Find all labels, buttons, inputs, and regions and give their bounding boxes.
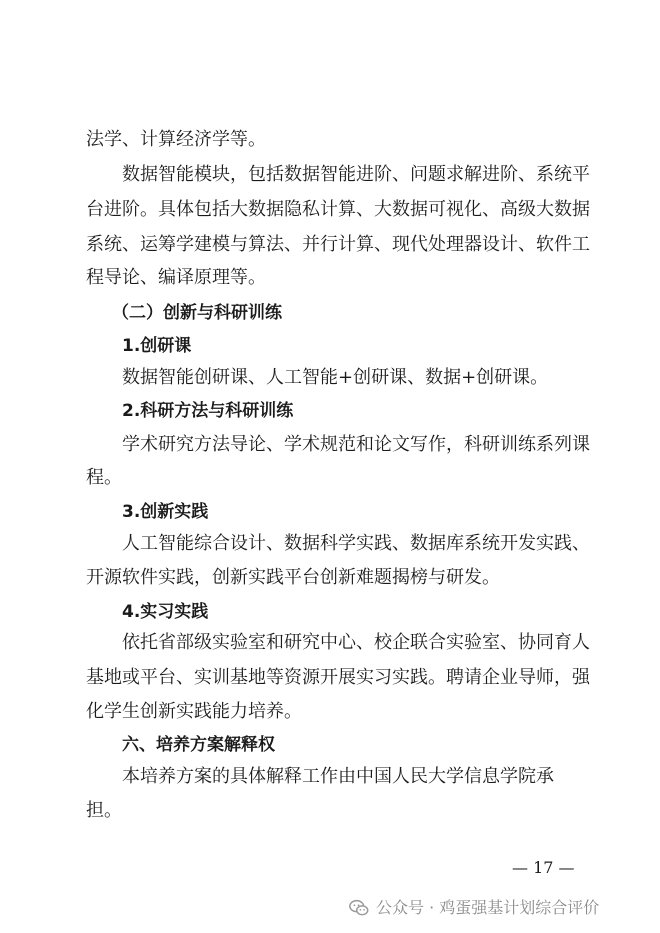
subsection-heading: 2.科研方法与科研训练 bbox=[122, 401, 294, 421]
text-line: 开源软件实践，创新实践平台创新难题揭榜与研发。 bbox=[86, 567, 500, 588]
wechat-icon bbox=[348, 897, 370, 919]
watermark bbox=[348, 896, 599, 920]
text-line: 化学生创新实践能力培养。 bbox=[86, 701, 302, 722]
text-line: 程。 bbox=[86, 467, 122, 488]
page-number: — 17 — bbox=[512, 858, 575, 877]
watermark-text: 公众号 · 鸡蛋强基计划综合评价 bbox=[376, 898, 600, 917]
text-line: 程导论、编译原理等。 bbox=[86, 267, 266, 288]
text-line: 数据智能创研课、人工智能+创研课、数据+创研课。 bbox=[122, 367, 549, 388]
text-line: 担。 bbox=[86, 800, 122, 821]
section-heading: 六、培养方案解释权 bbox=[122, 735, 275, 755]
subsection-heading: 3.创新实践 bbox=[122, 502, 209, 522]
subsection-heading: 1.创研课 bbox=[122, 336, 192, 356]
text-line: 系统、运筹学建模与算法、并行计算、现代处理器设计、软件工 bbox=[86, 234, 590, 255]
text-line: 台进阶。具体包括大数据隐私计算、大数据可视化、高级大数据 bbox=[86, 199, 590, 220]
text-line: 依托省部级实验室和研究中心、校企联合实验室、协同育人 bbox=[122, 632, 590, 653]
text-line: 学术研究方法导论、学术规范和论文写作，科研训练系列课 bbox=[122, 434, 590, 455]
text-line: 人工智能综合设计、数据科学实践、数据库系统开发实践、 bbox=[122, 533, 590, 554]
text-line: 数据智能模块，包括数据智能进阶、问题求解进阶、系统平 bbox=[122, 164, 590, 185]
section-heading: （二）创新与科研训练 bbox=[112, 303, 282, 323]
subsection-heading: 4.实习实践 bbox=[122, 602, 209, 622]
text-line: 基地或平台、实训基地等资源开展实习实践。聘请企业导师，强 bbox=[86, 667, 590, 688]
text-line: 法学、计算经济学等。 bbox=[86, 129, 266, 150]
text-line: 本培养方案的具体解释工作由中国人民大学信息学院承 bbox=[122, 766, 554, 787]
